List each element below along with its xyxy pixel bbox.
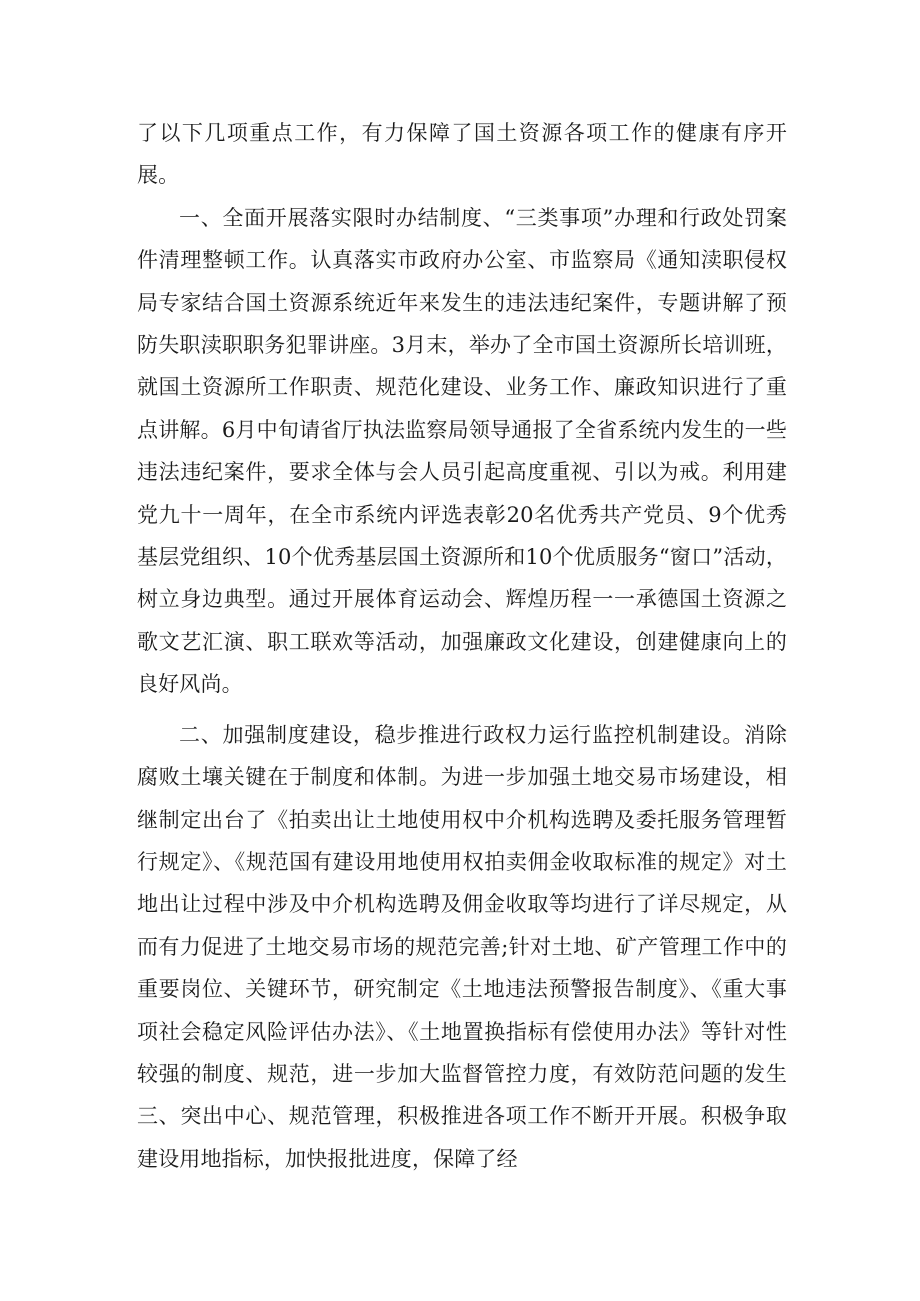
paragraph-section-one: 一、全面开展落实限时办结制度、“三类事项”办理和行政处罚案件清理整顿工作。认真落实市政府办公室、市监察局《通知渎职侵权局专家结合国土资源系统近年来发生的违法违纪案件，专题讲解了预防失职渎职职务犯罪讲座。3月末，举办了全市国土资源所长培训班，就国土资源所工作职责、规范化建设、业务工作、廉政知识进行了重点讲解。6月中旬请省厅执法监察局领导通报了全省系统内发生的一些违法违纪案件，要求全体与会人员引起高度重视、引以为戒。利用建党九十一周年，在全市系统内评选表彰20名优秀共产党员、9个优秀基层党组织、10个优秀基层国土资源所和10个优质服务“窗口”活动，树立身边典型。通过开展体育运动会、辉煌历程一一承德国土资源之歌文艺汇演、职工联欢等活动，加强廉政文化建设，创建健康向上的良好风尚。 [137,205,787,697]
paragraph-section-two: 二、加强制度建设，稳步推进行政权力运行监控机制建设。消除腐败土壤关键在于制度和体制。为进一步加强土地交易市场建设，相继制定出台了《拍卖出让土地使用权中介机构选聘及委托服务管理暂行规定》、《规范国有建设用地使用权拍卖佣金收取标准的规定》对土地出让过程中涉及中介机构选聘及佣金收取等均进行了详尽规定，从而有力促进了土地交易市场的规范完善;针对土地、矿产管理工作中的重要岗位、关键环节，研究制定《土地违法预警报告制度》、《重大事项社会稳定风险评估办法》、《土地置换指标有偿使用办法》等针对性较强的制度、规范，进一步加大监督管控力度，有效防范问题的发生三、突出中心、规范管理，积极推进各项工作不断开开展。积极争取建设用地指标，加快报批进度，保障了经 [137,722,787,1171]
paragraph-continuation: 了以下几项重点工作，有力保障了国土资源各项工作的健康有序开展。 [137,121,787,188]
document-body [137,112,787,1180]
